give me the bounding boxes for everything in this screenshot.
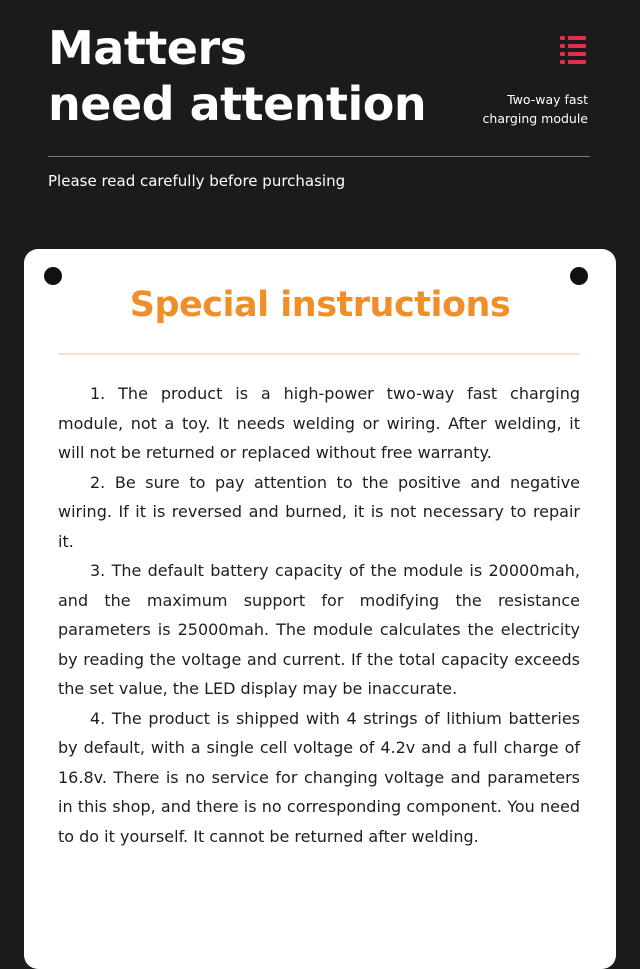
page-title-line-1: Matters	[48, 21, 247, 75]
card-title: Special instructions	[129, 285, 511, 325]
instructions-body	[58, 379, 580, 851]
instruction-paragraph: 1. The product is a high-power two-way fast charging module, not a toy. It needs welding or wiring. After welding, it will not be returned or replaced without free warranty.	[58, 384, 580, 462]
header-divider	[48, 156, 590, 157]
menu-list-icon[interactable]	[560, 36, 586, 64]
product-tagline	[470, 90, 588, 128]
instruction-paragraph: 2. Be sure to pay attention to the positive and negative wiring. If it is reversed and burned, it is not necessary to repair it.	[58, 472, 580, 551]
binder-hole-left-icon	[44, 267, 62, 285]
tagline-line-1: Two-way fast	[507, 92, 588, 107]
page-title-line-2: need attention	[48, 77, 427, 131]
page-subtitle: Please read carefully before purchasing	[48, 172, 346, 190]
instruction-paragraph: 3. The default battery capacity of the module is 20000mah, and the maximum support for modifying the resistance parameters is 25000mah. The module calculates the electricity by reading the voltage and current. If the total capacity exceeds the set value, the LED display may be inaccurate.	[58, 561, 580, 698]
card-title-divider	[58, 353, 580, 355]
instructions-card	[24, 249, 616, 969]
instruction-paragraph: 4. The product is shipped with 4 strings of lithium batteries by default, with a single cell voltage of 4.2v and a full charge of 16.8v. There is no service for changing voltage and parameters in this shop, and there is no corresponding component. You need to do it yourself. It cannot be returned after welding.	[58, 708, 580, 846]
binder-hole-right-icon	[570, 267, 588, 285]
page-title	[48, 20, 426, 132]
tagline-line-2: charging module	[482, 111, 588, 126]
